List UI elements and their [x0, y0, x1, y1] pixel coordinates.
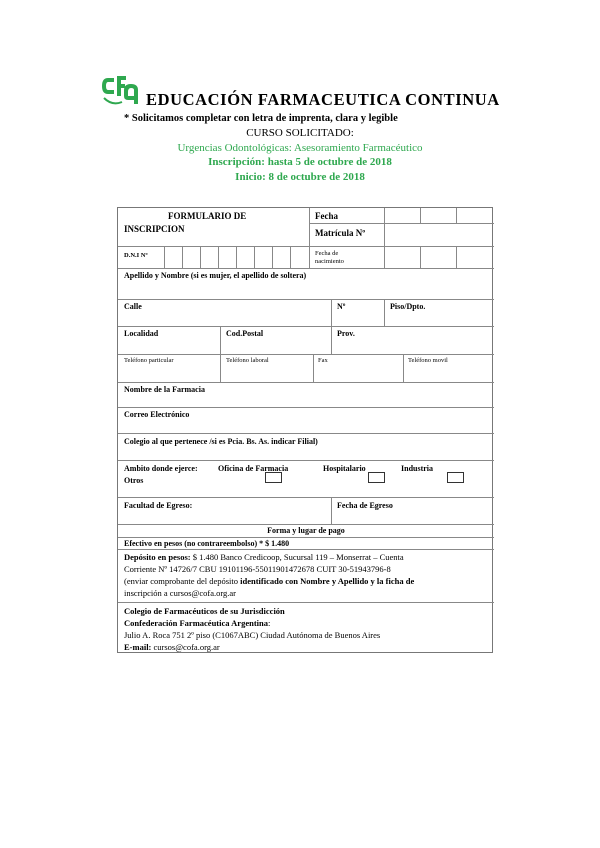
ambito-label: Ambito donde ejerce: — [124, 464, 198, 473]
numero-label: Nº — [337, 302, 346, 311]
cod-postal-label: Cod.Postal — [226, 329, 264, 338]
fecha-label: Fecha — [315, 211, 338, 221]
matricula-label: Matrícula Nº — [315, 228, 366, 238]
deposito-text-3a: (enviar comprobante del depósito — [124, 576, 241, 586]
apellido-label: Apellido y Nombre (si es mujer, el apellido de soltera) — [124, 271, 307, 280]
form-title-line2: INSCRIPCION — [124, 224, 185, 234]
curso-name: Urgencias Odontológicas: Asesoramiento Farmacéutico — [177, 142, 423, 154]
hospitalario-option: Hospitalario — [323, 464, 366, 473]
oficina-option: Oficina de Farmacia — [218, 464, 289, 473]
cofa-colon: : — [268, 618, 271, 628]
piso-label: Piso/Dpto. — [390, 302, 426, 311]
fecha-nac-label-2: nacimiento — [315, 258, 344, 265]
industria-checkbox[interactable] — [447, 472, 464, 483]
deposito-line2: Corriente Nº 14726/7 CBU 19101196-55011901472678 CUIT 30-51943796-8 — [124, 564, 391, 574]
farmacia-label: Nombre de la Farmacia — [124, 385, 205, 394]
deposito-text-1: $ 1.480 Banco Credicoop, Sucursal 119 – Monserrat – Cuenta — [190, 552, 404, 562]
tel-particular-label: Teléfono particular — [124, 357, 174, 364]
page-title: EDUCACIÓN FARMACEUTICA CONTINUA — [146, 90, 500, 109]
facultad-label: Facultad de Egreso: — [124, 501, 193, 510]
localidad-label: Localidad — [124, 329, 159, 338]
forma-pago-heading: Forma y lugar de pago — [267, 526, 345, 535]
deposito-label: Depósito en pesos: — [124, 552, 191, 562]
fax-label: Fax — [318, 357, 328, 364]
deposito-line4: inscripción a cursos@cofa.org.ar — [124, 588, 236, 598]
dni-label: D.N.I Nº — [124, 252, 148, 259]
inicio-date: Inicio: 8 de octubre de 2018 — [235, 171, 365, 183]
calle-label: Calle — [124, 302, 142, 311]
tel-movil-label: Teléfono movil — [408, 357, 448, 364]
fecha-nac-label-1: Fecha de — [315, 250, 339, 257]
instructions-text: * Solicitamos completar con letra de imprenta, clara y legible — [124, 113, 398, 124]
tel-laboral-label: Teléfono laboral — [226, 357, 269, 364]
cofa-line — [124, 618, 270, 628]
oficina-checkbox[interactable] — [265, 472, 282, 483]
inscripcion-date: Inscripción: hasta 5 de octubre de 2018 — [208, 156, 392, 168]
email-value: cursos@cofa.org.ar — [151, 642, 220, 652]
email-label: E-mail: — [124, 642, 152, 652]
deposito-line1 — [124, 552, 404, 562]
deposito-text-3b: identificado con Nombre y Apellido y la ficha de — [240, 576, 415, 586]
correo-label: Correo Electrónico — [124, 410, 190, 419]
hospitalario-checkbox[interactable] — [368, 472, 385, 483]
cofa-logo — [100, 72, 140, 106]
email-line — [124, 642, 220, 652]
prov-label: Prov. — [337, 329, 355, 338]
colegio-farm-text: Colegio de Farmacéuticos de su Jurisdicción — [124, 606, 285, 616]
direccion-text: Julio A. Roca 751 2º piso (C1067ABC) Ciudad Autónoma de Buenos Aires — [124, 630, 381, 640]
efectivo-text: Efectivo en pesos (no contrareembolso) * $ 1.480 — [124, 539, 290, 548]
colegio-label: Colegio al que pertenece /si es Pcia. Bs. As. indicar Filial) — [124, 437, 318, 446]
deposito-line3 — [124, 576, 414, 586]
form-title-line1: FORMULARIO DE — [168, 211, 247, 221]
industria-option: Industria — [401, 464, 434, 473]
otros-option: Otros — [124, 476, 144, 485]
registration-form — [117, 207, 493, 653]
cofa-text: Confederación Farmacéutica Argentina — [124, 618, 268, 628]
fecha-egreso-label: Fecha de Egreso — [337, 501, 393, 510]
curso-label: CURSO SOLICITADO: — [246, 127, 354, 139]
